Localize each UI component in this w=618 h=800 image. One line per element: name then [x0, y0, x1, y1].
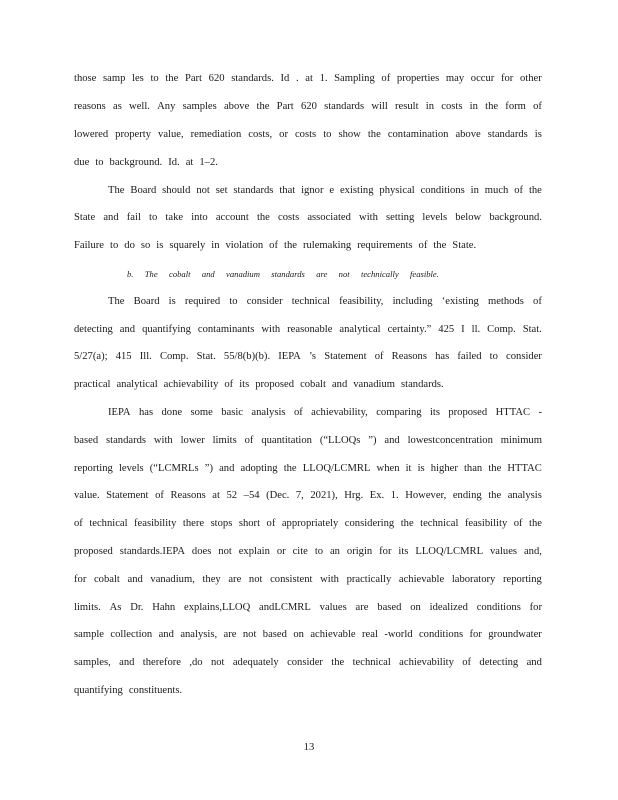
text-line: lowered property value, remediation costs, or costs to show the contamination above standards is — [74, 129, 542, 140]
text-line: practical analytical achievability of its proposed cobalt and vanadium standards. — [74, 379, 444, 390]
text-line: limits. As Dr. Hahn explains,LLOQ andLCMRL values are based on idealized conditions for — [74, 602, 542, 613]
text-line: based standards with lower limits of quantitation (“LLOQs ”) and lowestconcentration minimum — [74, 435, 542, 446]
text-line: of technical feasibility there stops short of appropriately considering the technical feasibility of the — [74, 518, 542, 529]
text-line: IEPA has done some basic analysis of achievability, comparing its proposed HTTAC - — [108, 407, 542, 418]
text-line: The Board should not set standards that ignor e existing physical conditions in much of the — [108, 185, 542, 196]
text-line: samples, and therefore ,do not adequately consider the technical achievability of detecting and — [74, 657, 542, 668]
text-line: State and fail to take into account the costs associated with setting levels below background. — [74, 212, 542, 223]
text-line: reasons as well. Any samples above the Part 620 standards will result in costs in the form of — [74, 101, 542, 112]
text-line: those samp les to the Part 620 standards. Id . at 1. Sampling of properties may occur for other — [74, 73, 542, 84]
text-line: reporting levels (“LCMRLs ”) and adopting the LLOQ/LCMRL when it is higher than the HTTAC — [74, 463, 542, 474]
text-line: 5/27(a); 415 Ill. Comp. Stat. 55/8(b)(b). IEPA ’s Statement of Reasons has failed to consider — [74, 351, 542, 362]
text-line: quantifying constituents. — [74, 685, 183, 696]
text-line: due to background. Id. at 1–2. — [74, 157, 218, 168]
text-line: The Board is required to consider technical feasibility, including ‘existing methods of — [108, 296, 542, 307]
text-line: for cobalt and vanadium, they are not consistent with practically achievable laboratory reporting — [74, 574, 542, 585]
text-line: Failure to do so is squarely in violation of the rulemaking requirements of the State. — [74, 240, 477, 251]
text-line: sample collection and analysis, are not based on achievable real -world conditions for groundwater — [74, 629, 542, 640]
section-heading: b. The cobalt and vanadium standards are not technically feasible. — [127, 269, 439, 279]
text-line: detecting and quantifying contaminants with reasonable analytical certainty.” 425 I ll. Comp. Stat. — [74, 324, 542, 335]
text-line: proposed standards.IEPA does not explain or cite to an origin for its LLOQ/LCMRL values and, — [74, 546, 542, 557]
text-line: value. Statement of Reasons at 52 –54 (Dec. 7, 2021), Hrg. Ex. 1. However, ending the analysis — [74, 490, 542, 501]
page-number: 13 — [303, 742, 315, 753]
